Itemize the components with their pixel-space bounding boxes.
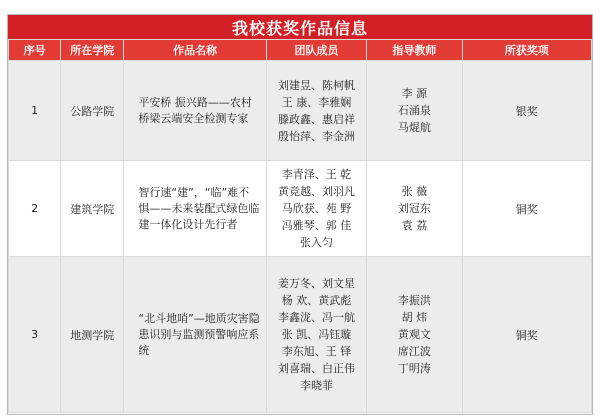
team-members-list: [267, 77, 366, 145]
advisors-cell: [367, 257, 462, 413]
team-members-cell: [266, 257, 366, 413]
team-member-line: 李东旭、王 铎: [281, 345, 352, 358]
school-name: 建筑学院: [61, 161, 124, 257]
advisor-name: 黄观文: [397, 328, 431, 341]
team-member-line: 刘喜瑞、白正伟: [278, 362, 356, 375]
award-table: [8, 39, 592, 413]
team-members-list: [267, 166, 366, 251]
award-level: 铜奖: [462, 161, 591, 257]
row-number: 3: [9, 257, 61, 413]
advisors-list: [367, 292, 461, 377]
advisor-name: 张 薇: [401, 185, 428, 198]
project-title: “北斗地哨”—地质灾害隐患识别与监测预警响应系统: [124, 257, 266, 413]
table-row: [9, 61, 592, 161]
team-members-cell: [266, 161, 366, 257]
table-row: [9, 161, 592, 257]
team-member-line: 姜万冬、刘文星: [278, 277, 356, 290]
team-members-cell: [266, 61, 366, 161]
team-member-line: 李鑫泷、冯一航: [278, 311, 356, 324]
advisor-name: 李振洪: [397, 294, 431, 307]
advisors-cell: [367, 61, 462, 161]
team-member-line: 张入匀: [300, 236, 334, 249]
advisor-name: 胡 炜: [401, 311, 428, 324]
advisors-list: [367, 85, 461, 136]
award-table-panel: [7, 14, 593, 415]
team-member-line: 张 凯、冯钰璇: [281, 328, 352, 341]
team-member-line: 杨 欢、黄武彪: [281, 294, 352, 307]
row-number: 1: [9, 61, 61, 161]
header-award: 所获奖项: [462, 40, 591, 61]
award-level: 银奖: [462, 61, 591, 161]
header-project: 作品名称: [124, 40, 266, 61]
team-member-line: 马欣获、苑 野: [281, 202, 352, 215]
header-members: 团队成员: [266, 40, 366, 61]
advisor-name: 丁明涛: [397, 362, 431, 375]
team-member-line: 刘建昱、陈柯帆: [278, 78, 356, 92]
page-title: 我校获奖作品信息: [8, 15, 592, 39]
table-row: [9, 257, 592, 413]
header-school: 所在学院: [61, 40, 124, 61]
advisor-name: 袁 荔: [401, 219, 428, 232]
advisor-name: 石涌泉: [397, 104, 431, 117]
row-number: 2: [9, 161, 61, 257]
table-header-row: [9, 40, 592, 61]
advisor-name: 席江波: [397, 345, 431, 358]
team-members-list: [267, 275, 366, 394]
project-title: 智行速“建”，“临”难不惧——未来装配式绿色临建一体化设计先行者: [124, 161, 266, 257]
team-member-line: 黄竞越、刘羽凡: [278, 185, 356, 198]
team-member-line: 李晓菲: [300, 379, 334, 392]
project-title: 平安桥 振兴路——农村桥梁云端安全检测专家: [124, 61, 266, 161]
advisor-name: 马焜航: [397, 121, 431, 134]
advisors-cell: [367, 161, 462, 257]
advisors-list: [367, 183, 461, 234]
advisor-name: 刘冠东: [397, 202, 431, 215]
award-level: 铜奖: [462, 257, 591, 413]
team-member-line: 滕政鑫、惠启祥: [278, 112, 356, 126]
advisor-name: 李 源: [401, 87, 428, 100]
school-name: 地测学院: [61, 257, 124, 413]
team-member-line: 李青泽、王 乾: [281, 168, 352, 181]
team-member-line: 冯雅琴、郭 佳: [281, 219, 352, 232]
header-teachers: 指导教师: [367, 40, 462, 61]
team-member-line: 殷怡萍、李金洲: [278, 129, 356, 143]
school-name: 公路学院: [61, 61, 124, 161]
team-member-line: 王 康、李雅娴: [281, 95, 352, 109]
header-number: 序号: [9, 40, 61, 61]
